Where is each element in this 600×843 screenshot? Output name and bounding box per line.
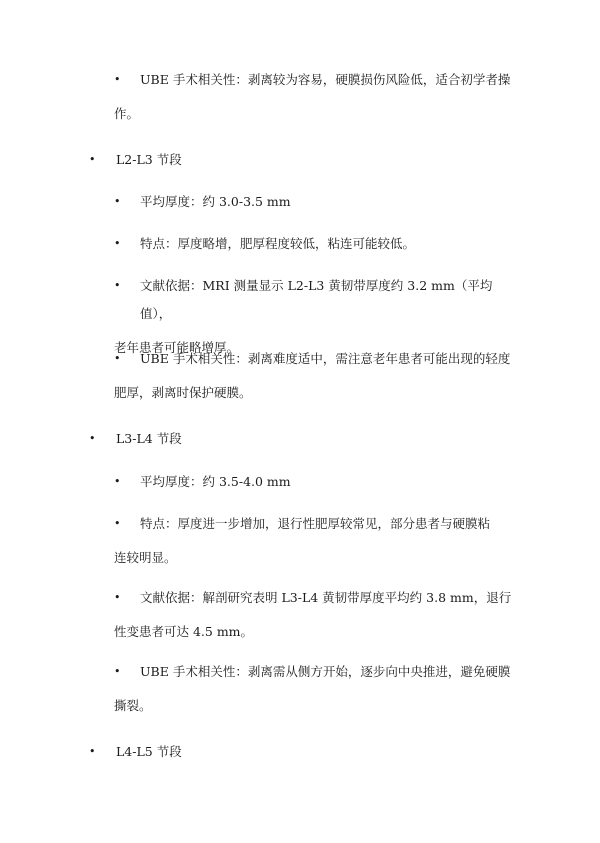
list-item-line: UBE 手术相关性：剥离较为容易，硬膜损伤风险低，适合初学者操	[140, 72, 511, 87]
list-item-text	[114, 658, 520, 720]
bullet: •	[114, 352, 121, 365]
list-item-line: 肥厚，剥离时保护硬膜。	[114, 385, 252, 400]
bullet: •	[114, 517, 121, 530]
bullet: •	[114, 279, 121, 292]
list-item-line: 文献依据：解剖研究表明 L3-L4 黄韧带厚度平均约 3.8 mm，退行	[140, 590, 512, 605]
list-item-text	[114, 510, 520, 572]
list-item-line: UBE 手术相关性：剥离需从侧方开始，逐步向中央推进，避免硬膜	[140, 664, 511, 679]
bullet: •	[114, 195, 121, 208]
list-item-line: 连较明显。	[114, 550, 177, 565]
section-heading-text: L3-L4 节段	[116, 431, 182, 446]
list-item-text	[114, 345, 520, 407]
section-heading-text: L2-L3 节段	[116, 152, 182, 167]
list-item-text	[140, 230, 520, 258]
bullet: •	[114, 475, 121, 488]
list-item-line: 性变患者可达 4.5 mm。	[114, 624, 254, 639]
list-item-text	[114, 66, 520, 128]
list-item-line: 平均厚度：约 3.0-3.5 mm	[140, 194, 291, 209]
list-item-line: 平均厚度：约 3.5-4.0 mm	[140, 474, 291, 489]
section-heading-text: L4-L5 节段	[116, 744, 182, 759]
list-item-line: 作。	[114, 106, 140, 121]
list-item-text	[114, 584, 520, 646]
list-item-text	[140, 468, 520, 496]
list-item-line: 撕裂。	[114, 698, 152, 713]
list-item-line: 特点：厚度略增，肥厚程度较低，粘连可能较低。	[140, 236, 416, 251]
bullet: •	[114, 591, 121, 604]
bullet: •	[114, 73, 121, 86]
bullet: •	[114, 665, 121, 678]
list-item-line: 老年患者可能略增厚。	[114, 340, 240, 355]
list-item-line: UBE 手术相关性：剥离难度适中，需注意老年患者可能出现的轻度	[140, 351, 511, 366]
list-item-line: 文献依据：MRI 测量显示 L2-L3 黄韧带厚度约 3.2 mm（平均值），	[140, 278, 493, 321]
bullet: •	[89, 432, 96, 445]
bullet: •	[89, 745, 96, 758]
bullet: •	[114, 237, 121, 250]
list-item-text	[140, 188, 520, 216]
list-item-line: 特点：厚度进一步增加，退行性肥厚较常见，部分患者与硬膜粘	[140, 516, 491, 531]
bullet: •	[89, 153, 96, 166]
